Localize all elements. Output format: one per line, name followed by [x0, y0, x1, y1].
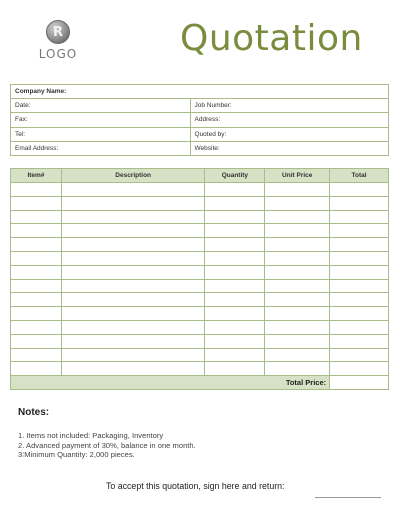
- accept-instruction: To accept this quotation, sign here and return:: [106, 481, 285, 491]
- col-description: Description: [61, 169, 205, 183]
- table-cell[interactable]: [61, 293, 205, 307]
- table-cell[interactable]: [265, 362, 330, 376]
- table-cell[interactable]: [11, 251, 62, 265]
- table-cell[interactable]: [265, 293, 330, 307]
- items-table: [10, 168, 389, 390]
- fax-field[interactable]: Fax:: [11, 113, 191, 127]
- table-row: [11, 238, 389, 252]
- table-cell[interactable]: [205, 320, 265, 334]
- table-cell[interactable]: [61, 307, 205, 321]
- table-cell[interactable]: [205, 362, 265, 376]
- table-cell[interactable]: [265, 320, 330, 334]
- items-table-body: [11, 183, 389, 376]
- logo-text: LOGO: [38, 47, 78, 61]
- table-cell[interactable]: [265, 307, 330, 321]
- table-cell[interactable]: [11, 279, 62, 293]
- table-cell[interactable]: [11, 238, 62, 252]
- table-cell[interactable]: [265, 265, 330, 279]
- table-cell[interactable]: [330, 210, 389, 224]
- table-cell[interactable]: [11, 224, 62, 238]
- table-cell[interactable]: [61, 196, 205, 210]
- registered-mark-icon: R: [46, 20, 70, 44]
- table-cell[interactable]: [330, 251, 389, 265]
- table-cell[interactable]: [61, 210, 205, 224]
- date-field[interactable]: Date:: [11, 99, 191, 113]
- table-cell[interactable]: [330, 279, 389, 293]
- table-row: [11, 348, 389, 362]
- email-field[interactable]: Email Address:: [11, 141, 191, 155]
- table-cell[interactable]: [330, 293, 389, 307]
- table-row: [11, 307, 389, 321]
- table-cell[interactable]: [330, 183, 389, 197]
- website-field[interactable]: Website:: [190, 141, 388, 155]
- table-row: [11, 224, 389, 238]
- table-cell[interactable]: [205, 183, 265, 197]
- table-cell[interactable]: [61, 224, 205, 238]
- table-cell[interactable]: [61, 279, 205, 293]
- table-row: [11, 293, 389, 307]
- table-cell[interactable]: [265, 196, 330, 210]
- table-cell[interactable]: [205, 196, 265, 210]
- table-cell[interactable]: [265, 224, 330, 238]
- table-cell[interactable]: [61, 362, 205, 376]
- col-total: Total: [330, 169, 389, 183]
- table-row: [11, 334, 389, 348]
- table-row: [11, 362, 389, 376]
- table-cell[interactable]: [11, 334, 62, 348]
- company-name-field[interactable]: Company Name:: [11, 85, 389, 99]
- table-cell[interactable]: [265, 183, 330, 197]
- col-quantity: Quantity: [205, 169, 265, 183]
- table-cell[interactable]: [330, 196, 389, 210]
- table-cell[interactable]: [205, 210, 265, 224]
- note-line: 3∶Minimum Quantity: 2,000 pieces.: [18, 450, 135, 460]
- address-field[interactable]: Address:: [190, 113, 388, 127]
- signature-line[interactable]: [315, 497, 381, 498]
- table-cell[interactable]: [205, 279, 265, 293]
- table-cell[interactable]: [265, 251, 330, 265]
- note-line: 2. Advanced payment of 30%, balance in one month.: [18, 440, 196, 450]
- table-cell[interactable]: [11, 293, 62, 307]
- table-cell[interactable]: [265, 210, 330, 224]
- table-cell[interactable]: [205, 224, 265, 238]
- table-row: [11, 279, 389, 293]
- table-cell[interactable]: [330, 224, 389, 238]
- notes-title: Notes:: [18, 407, 50, 418]
- table-cell[interactable]: [330, 320, 389, 334]
- page-title: Quotation: [180, 18, 363, 59]
- table-cell[interactable]: [61, 334, 205, 348]
- table-cell[interactable]: [11, 210, 62, 224]
- table-cell[interactable]: [61, 265, 205, 279]
- table-cell[interactable]: [11, 348, 62, 362]
- table-cell[interactable]: [205, 238, 265, 252]
- table-cell[interactable]: [265, 334, 330, 348]
- table-cell[interactable]: [205, 334, 265, 348]
- company-info-table: [10, 84, 389, 156]
- table-cell[interactable]: [330, 348, 389, 362]
- table-cell[interactable]: [11, 196, 62, 210]
- table-cell[interactable]: [205, 293, 265, 307]
- company-logo: [30, 18, 86, 64]
- table-cell[interactable]: [11, 307, 62, 321]
- table-cell[interactable]: [205, 251, 265, 265]
- table-cell[interactable]: [61, 251, 205, 265]
- table-cell[interactable]: [61, 238, 205, 252]
- table-cell[interactable]: [330, 238, 389, 252]
- table-cell[interactable]: [11, 265, 62, 279]
- table-row: [11, 251, 389, 265]
- quoted-by-field[interactable]: Quoted by:: [190, 127, 388, 141]
- total-price-label: Total Price:: [11, 376, 330, 390]
- table-cell[interactable]: [330, 307, 389, 321]
- table-cell[interactable]: [61, 183, 205, 197]
- note-line: 1. Items not included: Packaging, Inventory: [18, 431, 164, 440]
- table-cell[interactable]: [205, 265, 265, 279]
- table-row: [11, 265, 389, 279]
- notes-list: [18, 431, 196, 460]
- col-item-number: Item#: [11, 169, 62, 183]
- table-cell[interactable]: [205, 348, 265, 362]
- table-cell[interactable]: [205, 307, 265, 321]
- table-cell[interactable]: [11, 320, 62, 334]
- table-cell[interactable]: [265, 238, 330, 252]
- table-cell[interactable]: [265, 279, 330, 293]
- col-unit-price: Unit Price: [265, 169, 330, 183]
- table-cell[interactable]: [61, 348, 205, 362]
- table-cell[interactable]: [330, 265, 389, 279]
- table-cell[interactable]: [11, 183, 62, 197]
- table-cell[interactable]: [11, 362, 62, 376]
- table-row: [11, 196, 389, 210]
- table-row: [11, 210, 389, 224]
- total-price-value[interactable]: [330, 376, 389, 390]
- table-row: [11, 320, 389, 334]
- table-cell[interactable]: [61, 320, 205, 334]
- job-number-field[interactable]: Job Number:: [190, 99, 388, 113]
- table-row: [11, 183, 389, 197]
- tel-field[interactable]: Tel:: [11, 127, 191, 141]
- table-cell[interactable]: [330, 362, 389, 376]
- table-cell[interactable]: [265, 348, 330, 362]
- table-cell[interactable]: [330, 334, 389, 348]
